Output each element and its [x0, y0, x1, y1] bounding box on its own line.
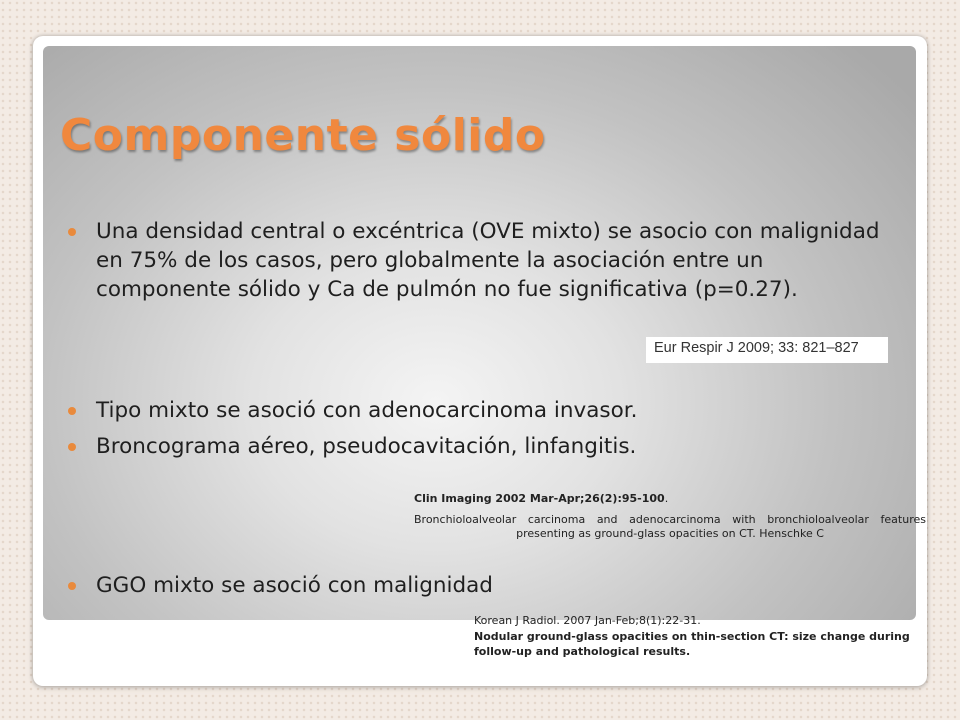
bullet-text: Broncograma aéreo, pseudocavitación, linfangitis.: [96, 434, 637, 459]
citation-clin-imaging-title: Bronchioloalveolar carcinoma and adenocarcinoma with bronchioloalveolar features presenting as ground-glass opacities on CT. Henschke C: [414, 513, 926, 540]
bullet-item: [96, 432, 636, 461]
bullet-text: Una densidad central o excéntrica (OVE mixto) se asocio con malignidad en 75% de los casos, pero globalmente la asociación entre un componente sólido y Ca de pulmón no fue significativa (p=0.27).: [96, 219, 880, 302]
bullet-item: [96, 396, 637, 425]
bullet-item: [96, 571, 493, 600]
citation-korean-title: Nodular ground-glass opacities on thin-section CT: size change during follow-up and pathological results.: [474, 630, 910, 658]
bullet-dot-icon: [68, 407, 76, 415]
citation-ref-suffix: .: [664, 492, 669, 505]
bullet-dot-icon: [68, 443, 76, 451]
citation-image-eur-respir: Eur Respir J 2009; 33: 821–827: [646, 337, 888, 363]
citation-clin-imaging-ref: [414, 492, 668, 506]
bullet-text: Tipo mixto se asoció con adenocarcinoma invasor.: [96, 398, 638, 423]
citation-ref-text: Clin Imaging 2002 Mar-Apr;26(2):95-100: [414, 492, 665, 505]
bullet-text: GGO mixto se asoció con malignidad: [96, 573, 493, 598]
bullet-dot-icon: [68, 582, 76, 590]
slide-title: Componente sólido: [60, 110, 546, 161]
citation-korean-ref: Korean J Radiol. 2007 Jan-Feb;8(1):22-31.: [474, 614, 701, 627]
bullet-item: [96, 217, 896, 304]
bullet-dot-icon: [68, 228, 76, 236]
